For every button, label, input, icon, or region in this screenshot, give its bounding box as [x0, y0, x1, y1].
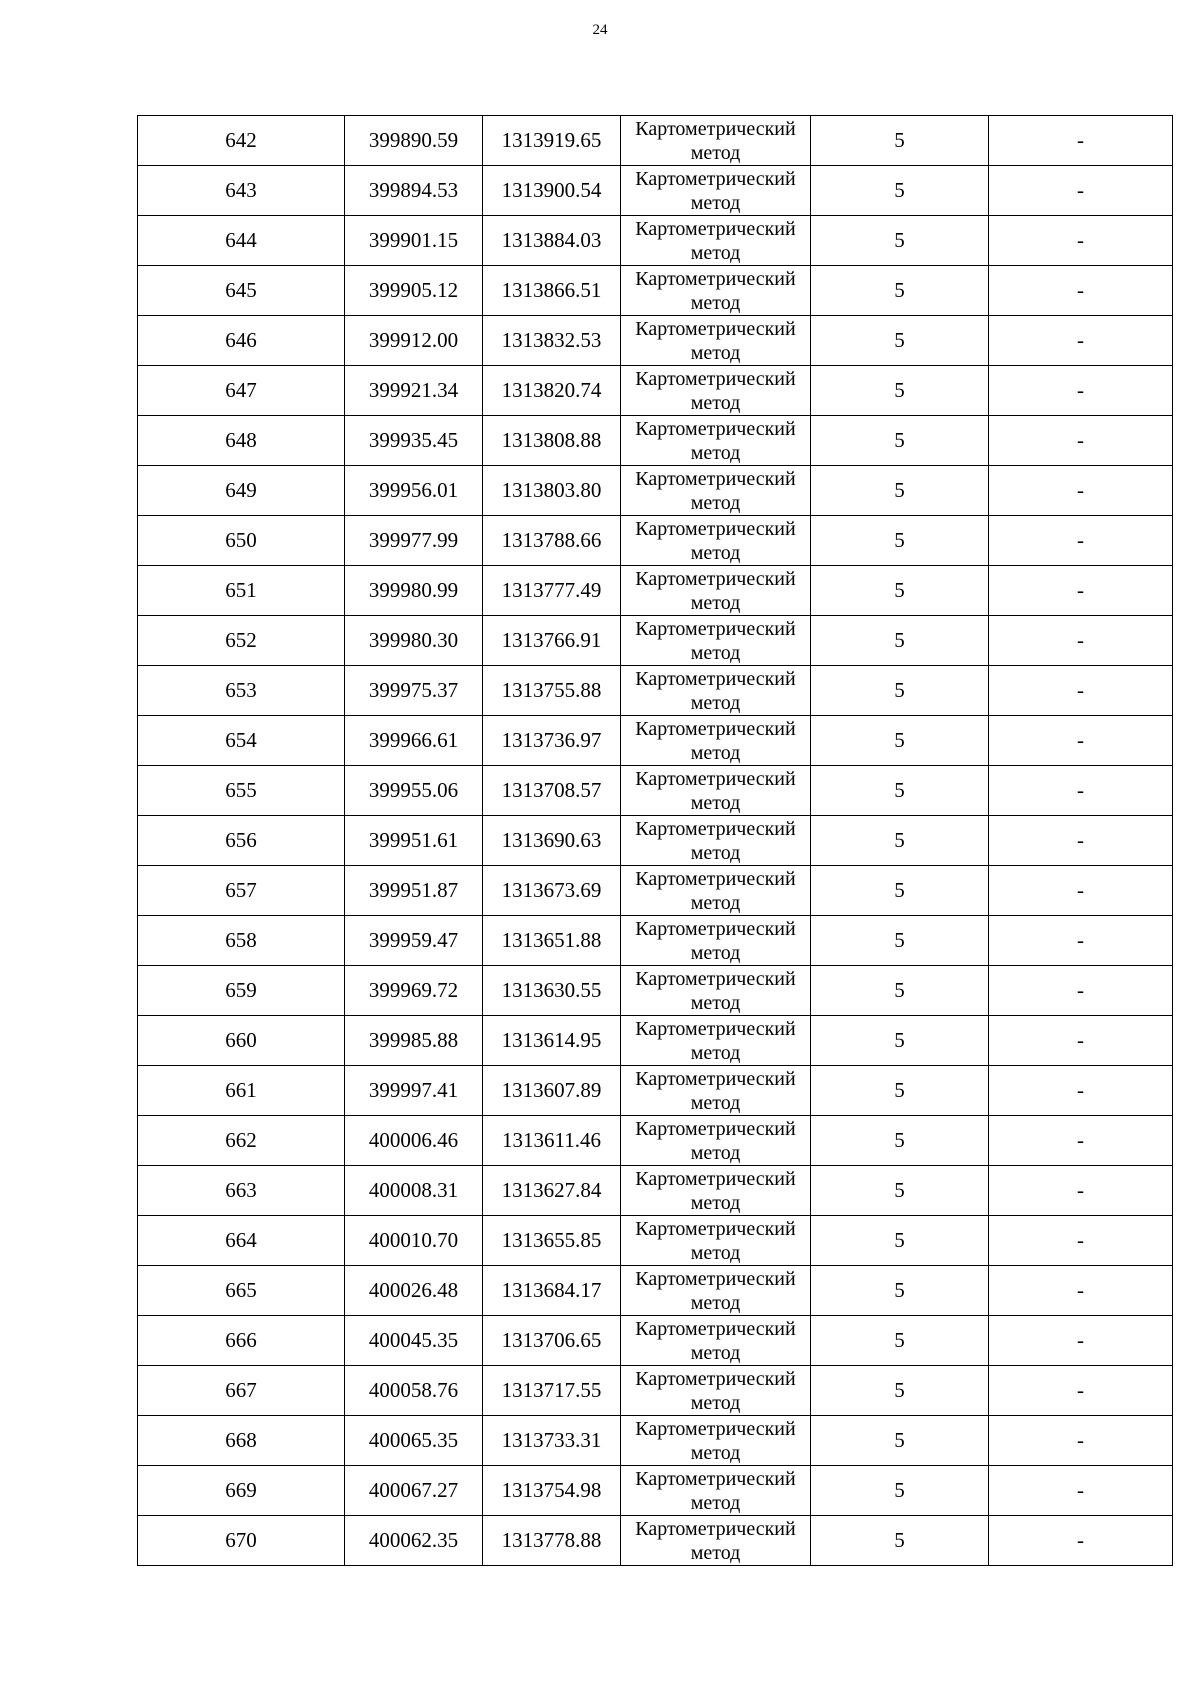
table-row: [138, 466, 1173, 516]
method-cell: [621, 716, 811, 766]
description-cell: -: [989, 966, 1173, 1016]
table-body: [138, 116, 1173, 1566]
table-row: [138, 1416, 1173, 1466]
method-cell: [621, 116, 811, 166]
y-coordinate-cell: 1313673.69: [483, 866, 621, 916]
y-coordinate-cell: 1313733.31: [483, 1416, 621, 1466]
method-cell: [621, 666, 811, 716]
x-coordinate-cell: 399975.37: [345, 666, 483, 716]
x-coordinate-cell: 399959.47: [345, 916, 483, 966]
method-line2: метод: [690, 541, 741, 564]
accuracy-cell: 5: [811, 1466, 989, 1516]
method-cell: [621, 766, 811, 816]
method-line2: метод: [690, 741, 741, 764]
page-number: 24: [592, 22, 608, 38]
table-row: [138, 1116, 1173, 1166]
x-coordinate-cell: 399912.00: [345, 316, 483, 366]
accuracy-cell: 5: [811, 416, 989, 466]
method-line1: Картометрический: [635, 417, 796, 440]
y-coordinate-cell: 1313803.80: [483, 466, 621, 516]
description-cell: -: [989, 816, 1173, 866]
method-cell: [621, 1516, 811, 1566]
table-row: [138, 866, 1173, 916]
point-number-cell: 659: [138, 966, 345, 1016]
description-cell: -: [989, 1216, 1173, 1266]
table-row: [138, 1016, 1173, 1066]
method-line1: Картометрический: [635, 817, 796, 840]
description-cell: -: [989, 216, 1173, 266]
accuracy-cell: 5: [811, 1516, 989, 1566]
method-line2: метод: [690, 1341, 741, 1364]
method-cell: [621, 1116, 811, 1166]
description-cell: -: [989, 266, 1173, 316]
accuracy-cell: 5: [811, 1066, 989, 1116]
point-number-cell: 654: [138, 716, 345, 766]
y-coordinate-cell: 1313866.51: [483, 266, 621, 316]
method-cell: [621, 166, 811, 216]
table-row: [138, 566, 1173, 616]
x-coordinate-cell: 399997.41: [345, 1066, 483, 1116]
method-line2: метод: [690, 1391, 741, 1414]
point-number-cell: 661: [138, 1066, 345, 1116]
method-cell: [621, 916, 811, 966]
method-line2: метод: [690, 691, 741, 714]
table-row: [138, 1316, 1173, 1366]
y-coordinate-cell: 1313777.49: [483, 566, 621, 616]
method-cell: [621, 416, 811, 466]
y-coordinate-cell: 1313900.54: [483, 166, 621, 216]
x-coordinate-cell: 399951.61: [345, 816, 483, 866]
method-cell: [621, 1466, 811, 1516]
method-line1: Картометрический: [635, 667, 796, 690]
x-coordinate-cell: 399951.87: [345, 866, 483, 916]
description-cell: -: [989, 916, 1173, 966]
method-line1: Картометрический: [635, 1517, 796, 1540]
accuracy-cell: 5: [811, 916, 989, 966]
accuracy-cell: 5: [811, 516, 989, 566]
y-coordinate-cell: 1313766.91: [483, 616, 621, 666]
method-line2: метод: [690, 1191, 741, 1214]
point-number-cell: 642: [138, 116, 345, 166]
method-line1: Картометрический: [635, 917, 796, 940]
table-row: [138, 1166, 1173, 1216]
method-cell: [621, 1366, 811, 1416]
method-line2: метод: [690, 1291, 741, 1314]
x-coordinate-cell: 400065.35: [345, 1416, 483, 1466]
method-line2: метод: [690, 591, 741, 614]
method-line2: метод: [690, 291, 741, 314]
point-number-cell: 651: [138, 566, 345, 616]
description-cell: -: [989, 1366, 1173, 1416]
description-cell: -: [989, 316, 1173, 366]
method-line2: метод: [690, 1141, 741, 1164]
y-coordinate-cell: 1313832.53: [483, 316, 621, 366]
accuracy-cell: 5: [811, 966, 989, 1016]
description-cell: -: [989, 416, 1173, 466]
table-row: [138, 266, 1173, 316]
method-line1: Картометрический: [635, 167, 796, 190]
accuracy-cell: 5: [811, 316, 989, 366]
point-number-cell: 645: [138, 266, 345, 316]
table-row: [138, 366, 1173, 416]
method-line1: Картометрический: [635, 117, 796, 140]
accuracy-cell: 5: [811, 116, 989, 166]
point-number-cell: 648: [138, 416, 345, 466]
method-cell: [621, 516, 811, 566]
x-coordinate-cell: 399955.06: [345, 766, 483, 816]
method-line1: Картометрический: [635, 617, 796, 640]
method-cell: [621, 616, 811, 666]
method-cell: [621, 366, 811, 416]
method-line1: Картометрический: [635, 367, 796, 390]
x-coordinate-cell: 399905.12: [345, 266, 483, 316]
point-number-cell: 660: [138, 1016, 345, 1066]
accuracy-cell: 5: [811, 366, 989, 416]
method-line2: метод: [690, 191, 741, 214]
point-number-cell: 650: [138, 516, 345, 566]
method-line2: метод: [690, 491, 741, 514]
method-line2: метод: [690, 341, 741, 364]
method-cell: [621, 466, 811, 516]
method-line2: метод: [690, 1541, 741, 1564]
method-line2: метод: [690, 641, 741, 664]
method-line1: Картометрический: [635, 1217, 796, 1240]
method-line1: Картометрический: [635, 1367, 796, 1390]
method-line2: метод: [690, 1491, 741, 1514]
method-cell: [621, 1266, 811, 1316]
method-line1: Картометрический: [635, 267, 796, 290]
method-line1: Картометрический: [635, 1067, 796, 1090]
method-line1: Картометрический: [635, 567, 796, 590]
method-line2: метод: [690, 991, 741, 1014]
point-number-cell: 652: [138, 616, 345, 666]
x-coordinate-cell: 399956.01: [345, 466, 483, 516]
point-number-cell: 668: [138, 1416, 345, 1466]
y-coordinate-cell: 1313655.85: [483, 1216, 621, 1266]
accuracy-cell: 5: [811, 666, 989, 716]
point-number-cell: 647: [138, 366, 345, 416]
x-coordinate-cell: 399980.99: [345, 566, 483, 616]
table-row: [138, 166, 1173, 216]
description-cell: -: [989, 116, 1173, 166]
point-number-cell: 656: [138, 816, 345, 866]
method-line2: метод: [690, 841, 741, 864]
point-number-cell: 644: [138, 216, 345, 266]
description-cell: -: [989, 366, 1173, 416]
y-coordinate-cell: 1313651.88: [483, 916, 621, 966]
x-coordinate-cell: 399901.15: [345, 216, 483, 266]
point-number-cell: 657: [138, 866, 345, 916]
y-coordinate-cell: 1313706.65: [483, 1316, 621, 1366]
method-line2: метод: [690, 791, 741, 814]
x-coordinate-cell: 400006.46: [345, 1116, 483, 1166]
table-row: [138, 816, 1173, 866]
description-cell: -: [989, 666, 1173, 716]
method-line2: метод: [690, 441, 741, 464]
method-cell: [621, 566, 811, 616]
y-coordinate-cell: 1313808.88: [483, 416, 621, 466]
method-cell: [621, 1216, 811, 1266]
y-coordinate-cell: 1313614.95: [483, 1016, 621, 1066]
accuracy-cell: 5: [811, 1216, 989, 1266]
method-line2: метод: [690, 1041, 741, 1064]
description-cell: -: [989, 566, 1173, 616]
description-cell: -: [989, 1316, 1173, 1366]
point-number-cell: 669: [138, 1466, 345, 1516]
accuracy-cell: 5: [811, 1266, 989, 1316]
point-number-cell: 643: [138, 166, 345, 216]
method-cell: [621, 1166, 811, 1216]
method-cell: [621, 966, 811, 1016]
x-coordinate-cell: 399935.45: [345, 416, 483, 466]
description-cell: -: [989, 1066, 1173, 1116]
description-cell: -: [989, 1266, 1173, 1316]
table-row: [138, 1266, 1173, 1316]
table-row: [138, 1466, 1173, 1516]
y-coordinate-cell: 1313717.55: [483, 1366, 621, 1416]
x-coordinate-cell: 399890.59: [345, 116, 483, 166]
method-line1: Картометрический: [635, 1167, 796, 1190]
table-row: [138, 516, 1173, 566]
x-coordinate-cell: 399980.30: [345, 616, 483, 666]
table-row: [138, 916, 1173, 966]
point-number-cell: 646: [138, 316, 345, 366]
method-line2: метод: [690, 1241, 741, 1264]
table-row: [138, 116, 1173, 166]
accuracy-cell: 5: [811, 816, 989, 866]
method-cell: [621, 866, 811, 916]
y-coordinate-cell: 1313630.55: [483, 966, 621, 1016]
method-line1: Картометрический: [635, 767, 796, 790]
description-cell: -: [989, 1166, 1173, 1216]
accuracy-cell: 5: [811, 766, 989, 816]
method-line1: Картометрический: [635, 1017, 796, 1040]
method-line2: метод: [690, 941, 741, 964]
table-row: [138, 216, 1173, 266]
method-line2: метод: [690, 1441, 741, 1464]
method-line2: метод: [690, 1091, 741, 1114]
accuracy-cell: 5: [811, 716, 989, 766]
y-coordinate-cell: 1313919.65: [483, 116, 621, 166]
accuracy-cell: 5: [811, 1116, 989, 1166]
x-coordinate-cell: 400062.35: [345, 1516, 483, 1566]
y-coordinate-cell: 1313627.84: [483, 1166, 621, 1216]
accuracy-cell: 5: [811, 216, 989, 266]
point-number-cell: 658: [138, 916, 345, 966]
accuracy-cell: 5: [811, 1316, 989, 1366]
point-number-cell: 649: [138, 466, 345, 516]
x-coordinate-cell: 400008.31: [345, 1166, 483, 1216]
description-cell: -: [989, 1116, 1173, 1166]
description-cell: -: [989, 1466, 1173, 1516]
point-number-cell: 655: [138, 766, 345, 816]
method-line1: Картометрический: [635, 517, 796, 540]
description-cell: -: [989, 1416, 1173, 1466]
table-row: [138, 1066, 1173, 1116]
table-row: [138, 416, 1173, 466]
x-coordinate-cell: 399977.99: [345, 516, 483, 566]
method-cell: [621, 1316, 811, 1366]
x-coordinate-cell: 399969.72: [345, 966, 483, 1016]
description-cell: -: [989, 516, 1173, 566]
accuracy-cell: 5: [811, 266, 989, 316]
accuracy-cell: 5: [811, 866, 989, 916]
x-coordinate-cell: 399985.88: [345, 1016, 483, 1066]
accuracy-cell: 5: [811, 1416, 989, 1466]
method-line1: Картометрический: [635, 1417, 796, 1440]
x-coordinate-cell: 399921.34: [345, 366, 483, 416]
method-cell: [621, 266, 811, 316]
x-coordinate-cell: 399894.53: [345, 166, 483, 216]
x-coordinate-cell: 399966.61: [345, 716, 483, 766]
point-number-cell: 666: [138, 1316, 345, 1366]
description-cell: -: [989, 1516, 1173, 1566]
method-line1: Картометрический: [635, 867, 796, 890]
table-row: [138, 966, 1173, 1016]
method-cell: [621, 216, 811, 266]
y-coordinate-cell: 1313788.66: [483, 516, 621, 566]
method-line2: метод: [690, 141, 741, 164]
table-row: [138, 1366, 1173, 1416]
y-coordinate-cell: 1313884.03: [483, 216, 621, 266]
y-coordinate-cell: 1313607.89: [483, 1066, 621, 1116]
x-coordinate-cell: 400010.70: [345, 1216, 483, 1266]
accuracy-cell: 5: [811, 166, 989, 216]
accuracy-cell: 5: [811, 1166, 989, 1216]
accuracy-cell: 5: [811, 1016, 989, 1066]
table-row: [138, 666, 1173, 716]
method-line2: метод: [690, 391, 741, 414]
method-line2: метод: [690, 241, 741, 264]
y-coordinate-cell: 1313778.88: [483, 1516, 621, 1566]
method-line1: Картометрический: [635, 317, 796, 340]
table-row: [138, 766, 1173, 816]
table-row: [138, 716, 1173, 766]
description-cell: -: [989, 466, 1173, 516]
method-line1: Картометрический: [635, 1267, 796, 1290]
coordinates-table: [137, 115, 1173, 1566]
method-line1: Картометрический: [635, 217, 796, 240]
point-number-cell: 667: [138, 1366, 345, 1416]
table-row: [138, 1516, 1173, 1566]
point-number-cell: 665: [138, 1266, 345, 1316]
method-cell: [621, 1416, 811, 1466]
y-coordinate-cell: 1313755.88: [483, 666, 621, 716]
point-number-cell: 653: [138, 666, 345, 716]
x-coordinate-cell: 400045.35: [345, 1316, 483, 1366]
method-line1: Картометрический: [635, 467, 796, 490]
accuracy-cell: 5: [811, 466, 989, 516]
method-line1: Картометрический: [635, 1117, 796, 1140]
x-coordinate-cell: 400067.27: [345, 1466, 483, 1516]
method-line1: Картометрический: [635, 1317, 796, 1340]
description-cell: -: [989, 866, 1173, 916]
accuracy-cell: 5: [811, 1366, 989, 1416]
point-number-cell: 670: [138, 1516, 345, 1566]
y-coordinate-cell: 1313611.46: [483, 1116, 621, 1166]
point-number-cell: 664: [138, 1216, 345, 1266]
method-line2: метод: [690, 891, 741, 914]
y-coordinate-cell: 1313690.63: [483, 816, 621, 866]
description-cell: -: [989, 1016, 1173, 1066]
method-cell: [621, 316, 811, 366]
description-cell: -: [989, 166, 1173, 216]
x-coordinate-cell: 400058.76: [345, 1366, 483, 1416]
description-cell: -: [989, 616, 1173, 666]
accuracy-cell: 5: [811, 616, 989, 666]
method-cell: [621, 816, 811, 866]
method-line1: Картометрический: [635, 717, 796, 740]
y-coordinate-cell: 1313684.17: [483, 1266, 621, 1316]
description-cell: -: [989, 716, 1173, 766]
method-cell: [621, 1066, 811, 1116]
point-number-cell: 662: [138, 1116, 345, 1166]
y-coordinate-cell: 1313736.97: [483, 716, 621, 766]
method-line1: Картометрический: [635, 967, 796, 990]
method-cell: [621, 1016, 811, 1066]
table-row: [138, 616, 1173, 666]
description-cell: -: [989, 766, 1173, 816]
table-row: [138, 1216, 1173, 1266]
y-coordinate-cell: 1313754.98: [483, 1466, 621, 1516]
x-coordinate-cell: 400026.48: [345, 1266, 483, 1316]
point-number-cell: 663: [138, 1166, 345, 1216]
accuracy-cell: 5: [811, 566, 989, 616]
table-row: [138, 316, 1173, 366]
y-coordinate-cell: 1313820.74: [483, 366, 621, 416]
method-line1: Картометрический: [635, 1467, 796, 1490]
y-coordinate-cell: 1313708.57: [483, 766, 621, 816]
